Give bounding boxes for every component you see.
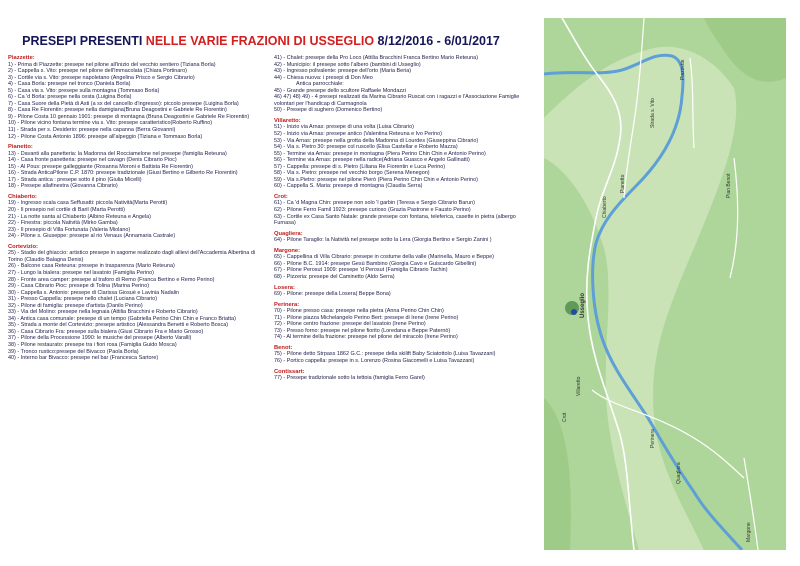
title-part1: PRESEPI PRESENTI bbox=[22, 34, 143, 48]
map-label: Chiaberto bbox=[602, 196, 608, 218]
title-part3: 8/12/2016 - 6/01/2017 bbox=[377, 34, 500, 48]
section-heading: Cortevizio: bbox=[8, 243, 38, 250]
list-item: 75) - Pilone detto Strpass 1862 G.C.: presepe della skilift Baby Sciatottolo (Luisa Tavazzani) bbox=[274, 351, 496, 358]
list-item: 51) - Inizio via Arnas: presepe di una volta (Luisa Cibrario) bbox=[274, 124, 414, 131]
list-item: 43) - Ingresso polivalente: presepe dell'orto (Maria Beria) bbox=[274, 68, 412, 75]
list-item: 19) - Ingresso scala casa Seffusatti: piccola Natività(Marta Perotti) bbox=[8, 200, 168, 207]
map-label: Villaretto bbox=[576, 376, 582, 396]
left-column bbox=[8, 55, 266, 362]
list-item: 72) - Pilone centro frazione: presepe del lavatoio (Irene Perino) bbox=[274, 321, 426, 328]
list-item: 41) - Chalet: presepe della Pro Loco (Attilia Bracchini Franca Bertino Mario Reteuna) bbox=[274, 55, 479, 61]
map-svg bbox=[544, 18, 786, 550]
list-item: 16) - Strada AnticaPilone C.P. 1870: presepe tradizionale (Giusi Bertino e Gilberto Re Fiorentin) bbox=[8, 170, 238, 177]
list-item: 24) - Pilone s. Giuseppe: presepe al rio Venaus (Annamaria Castrale) bbox=[8, 233, 176, 240]
list-item: 59) - Via s.Pietro: presepe nel pilone Pierò (Piera Perino Chin Chin e Antonio Perino) bbox=[274, 176, 478, 183]
list-item: 58) - Via s. Pietro: presepe nel vecchio borgo (Serena Menegon) bbox=[274, 170, 430, 177]
list-item: 42) - Municipio: il presepe sotto l'albero (bambini di Usseglio) bbox=[274, 61, 421, 68]
village-map bbox=[544, 18, 786, 550]
list-item: 69) - Pilone: presepe della Losera( Beppe Bona) bbox=[274, 291, 391, 298]
map-label: Strada s. Vito bbox=[650, 98, 656, 128]
list-item: 5) - Casa via s. Vito: presepe sulla montagna (Tommaso Borla) bbox=[8, 87, 160, 94]
list-item: 77) - Presepe tradizionale sotto la tettoia (famiglia Ferro Garel) bbox=[274, 375, 425, 382]
map-label: Pianetto bbox=[620, 174, 626, 193]
section-heading: Pianetto: bbox=[8, 144, 33, 151]
list-item: 29) - Casa Cibrario Pioc: presepe di Tolina (Marina Perino) bbox=[8, 283, 150, 290]
list-item: 62) - Pilone Ferro Famil 1923: presepe curioso (Grazia Pastrone e Fausto Perino) bbox=[274, 207, 471, 214]
list-item: 6) - Ca 'd Borla: presepe nella cesta (Luigina Borla) bbox=[8, 94, 132, 101]
list-item: 4) - Casa Borla: presepe nel tronco (Daniela Borla) bbox=[8, 81, 131, 88]
right-column bbox=[274, 55, 526, 382]
list-item: 2) - Cappella s. Vito: presepe nel pilone dell'Immacolata (Chiara Portinaro) bbox=[8, 68, 187, 75]
list-item: 23) - Il presepio di Villa Fortunata (Valeria Miolano) bbox=[8, 226, 131, 233]
list-item: 38) - Pilone restaurato: presepe tra i fiori rosa (Famiglia Guido Mosca) bbox=[8, 341, 177, 348]
location-marker-icon bbox=[571, 309, 577, 315]
section-heading: Chiaberto: bbox=[8, 193, 37, 200]
list-item: 28) - Fronte area camper: presepe al traforo di Remo (Franca Bertino e Remo Perino) bbox=[8, 276, 215, 283]
list-item: 55) - Termine via Arnas: presepe in montagna (Piera Perino Chin Chin e Antonio Perino) bbox=[274, 150, 486, 157]
map-label: Crot bbox=[562, 412, 568, 422]
list-item: 22) - Finestra: piccola Natività (Mirko Gamba) bbox=[8, 220, 118, 227]
list-item: 74) - Al termine della frazione: presepe nel pilone del miracolo (Irene Perino) bbox=[274, 334, 458, 341]
list-item: 39) - Tronco rustico:presepe del Bivacco (Paola Borla) bbox=[8, 348, 139, 355]
list-item: 70) - Pilone presso casa: presepe nella pietra (Anna Perino Chin Chin) bbox=[274, 308, 444, 315]
list-item: 60) - Cappella S. Maria: presepe di montagna (Claudia Serra) bbox=[274, 183, 423, 190]
list-item: 35) - Strada a monte del Cortevizio: presepe artistico (Alessandra Benetti e Roberto Bosca) bbox=[8, 322, 229, 329]
map-label: Piazzette bbox=[680, 59, 686, 80]
list-item: 57) - Cappella: presepe di s. Pietro (Liliana Re Fiorentin e Luca Perino) bbox=[274, 163, 446, 170]
map-label: Usseglio bbox=[580, 292, 586, 318]
list-item: 61) - Ca 'd Magna Chin: presepe non solo 'l garbin (Teresa e Sergio Cibrario Barun) bbox=[274, 200, 475, 207]
list-item: 40) - Interno bar Bivacco: presepe nel bar (Francesca Sartore) bbox=[8, 355, 159, 362]
list-item: 45) - Grande presepe dello scultore Raffaele Mondazzi bbox=[274, 87, 406, 94]
list-item: 34) - Antica casa comunale: presepe di un tempo (Gabriella Perino Chin Chin e Franco Briatta) bbox=[8, 315, 236, 322]
list-item: 64) - Pilone Taraglio: la Natività nel presepe sotto la Lera (Giorgia Bertino e Sergio Zanini ) bbox=[274, 237, 492, 244]
list-item: 50) - Presepe di sughero (Domenico Bertino) bbox=[274, 107, 383, 114]
list-item: 21) - La notte santa al Chiaberto (Albino Reteuna e Angela) bbox=[8, 213, 151, 220]
list-item: 11) - Strada per s. Desiderio: presepe nella capanna (Berra Giovanni) bbox=[8, 127, 176, 134]
list-item: 12) - Pilone Costa Antonio 1896: presepe all'alpeggio (Tiziana e Tommaso Borla) bbox=[8, 133, 203, 140]
list-item: 1) - Prima di Piazzette: presepe nel pilone all'inizio del vecchio sentiero (Tiziana Borla) bbox=[8, 61, 216, 68]
list-item: 44) - Chiesa nuova: i presepi di Don Meo bbox=[274, 74, 373, 81]
list-item: 25) - Stadio del ghiaccio: artistico presepe in sagome realizzato dagli allievi dell'Accademia Albertina di Torino (Claudio Balagna Denis) bbox=[8, 250, 256, 263]
list-item: 32) - Pilone di famiglia: presepe d'artista (Danilo Perino) bbox=[8, 302, 143, 309]
list-item: 27) - Lungo la bialera: presepe nel lavatoio (Famiglia Perino) bbox=[8, 269, 154, 276]
list-item: 76) - Portico cappella: presepe in s. Lorenzo (Rosina Giacomelli e Luisa Tavazzani) bbox=[274, 357, 475, 364]
map-label: Margone bbox=[746, 522, 752, 542]
list-item: 26) - Balcone casa Reteuna: presepe in trasparenza (Mario Reteuna) bbox=[8, 263, 175, 270]
list-item: 65) - Cappellina di Villa Cibrario: presepe in costume della valle (Marinella, Mauro e Beppe) bbox=[274, 254, 494, 261]
list-item: 46) 47) 48) 49) - 4 presepi realizzati da Marina Cibrario Ruscat con i ragazzi e l'Associazione Famiglie volontari per l'handicap di Carmagnola bbox=[274, 94, 520, 107]
list-item: 53) - Via Arnas: presepe nella grotta della Madonna di Lourdes (Giuseppina Cibrario) bbox=[274, 137, 479, 144]
map-label: Quagliera bbox=[676, 462, 682, 484]
list-item: 15) - Al Pous: presepe galleggiante (Rosanna Moroni e Battista Re Fiorentin) bbox=[8, 163, 193, 170]
list-item: 68) - Pizzeria: presepe del Caminetto (Aldo Serra) bbox=[274, 273, 395, 280]
section-heading: Crot: bbox=[274, 193, 288, 200]
section-heading: Losera: bbox=[274, 284, 295, 291]
list-item: 7) - Casa Suore della Pietà di Asti (a sx del cancello d'ingresso): piccolo presepe (Luigina Borla) bbox=[8, 100, 239, 107]
list-item: 73) - Presso forno: presepe nel pilone fiorito (Loredana e Beppe Paternò) bbox=[274, 327, 451, 334]
section-heading: Quagliera: bbox=[274, 230, 303, 237]
list-item: 17) - Strada antica : presepe sotto il pino (Giulia Micelli) bbox=[8, 176, 142, 183]
list-item: 71) - Pilone piazza Michelangelo Perino Bert: presepe di Irene (Irene Perino) bbox=[274, 314, 459, 321]
list-item: 63) - Cortile ex Casa Santo Natale: grande presepe con fontana, teleferica, casette in pietra (albergo Furnasa) bbox=[274, 213, 516, 227]
list-item: 10) - Pilone vicino fontana termine via s. Vito: presepe caratteristico(Roberto Ruffino) bbox=[8, 120, 213, 127]
list-item: 66) - Pilone B.C. 1914: presepe Gesù Bambino (Giorgia Cavo e Guiscardo Gibellini) bbox=[274, 260, 477, 267]
list-item: 14) - Casa fronte panetteria: presepe nel cavagn (Denis Cibrario Pioc) bbox=[8, 157, 177, 164]
list-item: 18) - Presepe allafinestra (Giovanna Cibrario) bbox=[8, 183, 118, 190]
title-part2: NELLE VARIE FRAZIONI DI USSEGLIO bbox=[145, 34, 375, 48]
map-label: Perinera bbox=[650, 429, 656, 448]
list-item: 37) - Pilone della Processione 1990: le musiche del presepe (Alberto Varalli) bbox=[8, 335, 192, 342]
list-item: 67) - Pilone Perosut 1909: presepe 'd Perosut (Famiglia Cibrario Tachin) bbox=[274, 267, 448, 274]
list-item: 31) - Presso Cappella: presepe nello chalet (Luciana Cibrario) bbox=[8, 296, 158, 303]
section-heading: Villaretto: bbox=[274, 117, 301, 124]
list-item: 54) - Via s. Pietro 30: presepe col ruscello (Elisa Castellar e Roberto Mazza) bbox=[274, 144, 458, 151]
list-item: 20) - Il presepio nel cortile di Baril (Marta Perotti) bbox=[8, 207, 125, 214]
section-heading: Perinera: bbox=[274, 301, 300, 308]
list-item: 52) - Inizio via Arnas: presepe antico (Valentina Reteuna e Ivo Perino) bbox=[274, 131, 442, 138]
list-item: 13) - Davanti alla panetteria: la Madonna del Rocciamelone nel presepe (famiglia Reteuna) bbox=[8, 150, 227, 157]
map-label: Pian Benot bbox=[726, 173, 732, 198]
section-heading: Contissart: bbox=[274, 368, 305, 375]
section-heading: Margone: bbox=[274, 247, 301, 254]
list-item: 56) - Termine via Arnas: presepe nella radice(Adriana Guasco e Angelo Gallinatti) bbox=[274, 157, 470, 164]
list-item: 3) - Cortile via s. Vito: presepe napoletano (Angelina Prisco e Sergio Cibrario) bbox=[8, 74, 195, 81]
section-heading: Piazzette: bbox=[8, 55, 35, 61]
list-item: 9) - Pilone Costa 10 gennaio 1901: presepe di montagna (Bruna Deagostini e Gabriele Re Fiorentin) bbox=[8, 113, 250, 120]
section-heading: Benot: bbox=[274, 344, 293, 351]
list-item: 33) - Via del Molino: presepe nella legnaia (Attilia Bracchini e Roberto Cibrario) bbox=[8, 309, 198, 316]
list-item: 30) - Cappella s. Antonio: presepe di Clarissa Giosuè e Lavinia Nadalin bbox=[8, 289, 180, 296]
page-title bbox=[0, 34, 522, 48]
list-item: 36) - Casa Cibrario Fra: presepe sulla bialera (Giusi Cibrario Fra e Mario Grosso) bbox=[8, 328, 204, 335]
list-item: 8) - Casa Re Fiorentin: presepe nella damigiana(Bruna Deagostini e Gabriele Re Fiorentin) bbox=[8, 107, 227, 114]
list-item: Antica parrocchiale: bbox=[296, 81, 344, 88]
